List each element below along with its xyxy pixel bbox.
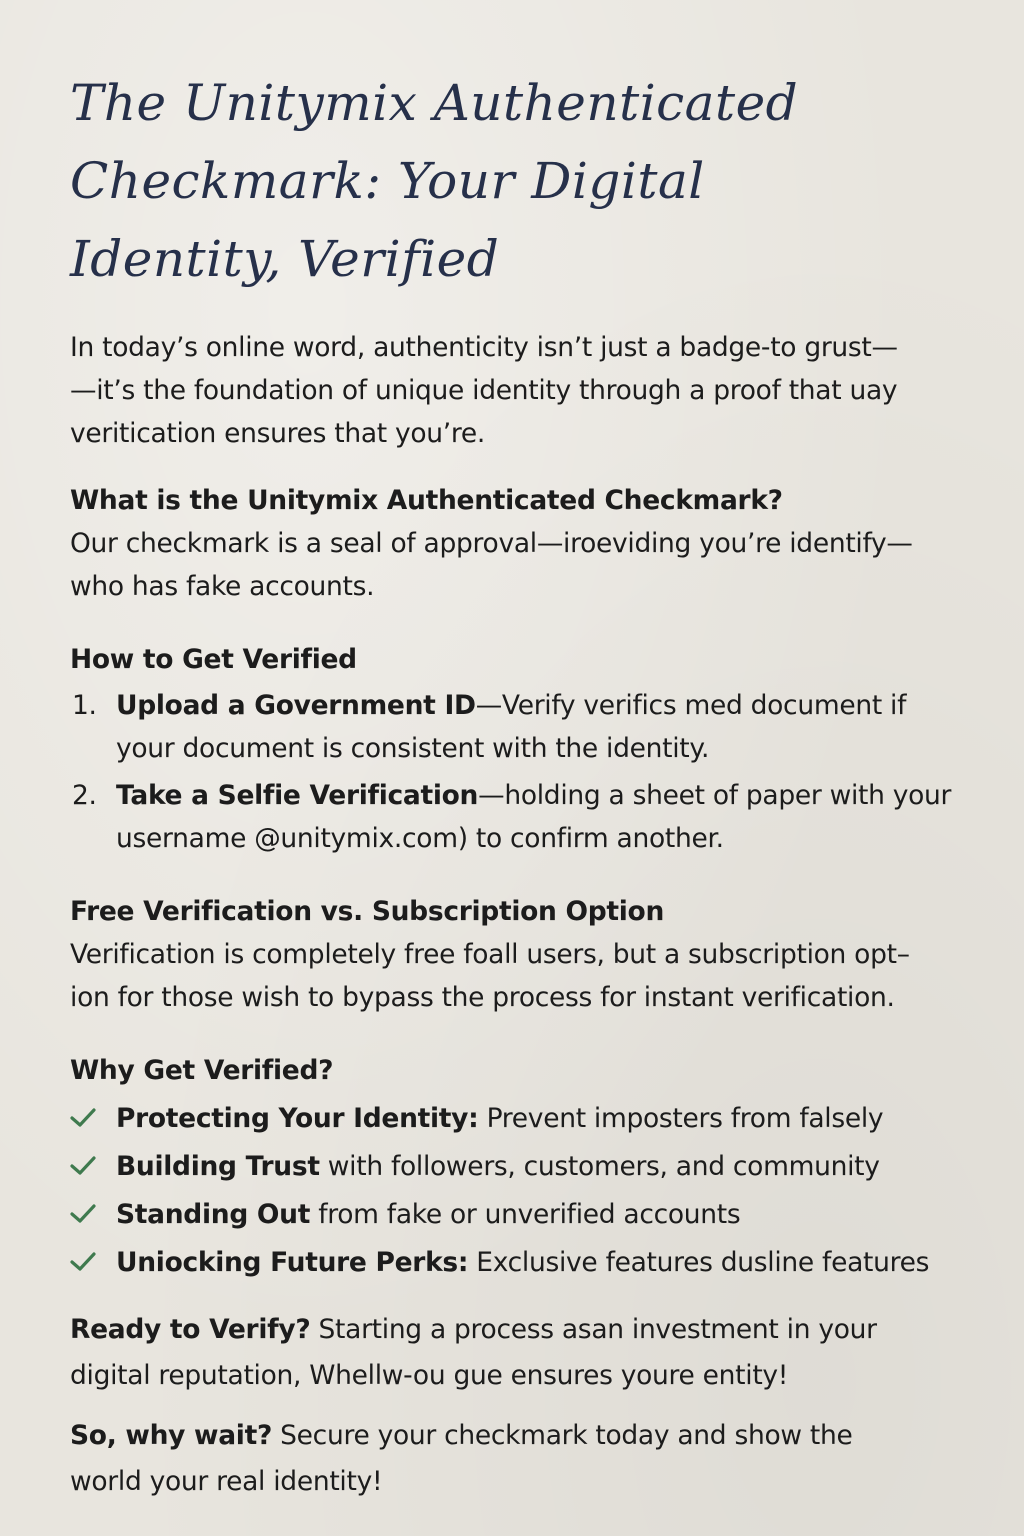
section-what-heading: What is the Unitymix Authenticated Checkmark? [70,485,783,516]
checkmark-icon [70,1107,96,1129]
closing-line-1: Secure your checkmark today and show the [272,1420,853,1451]
intro-line-3: veritication ensures that you’re. [70,418,486,449]
section-how-heading: How to Get Verified [70,644,357,675]
benefits-list [70,1095,960,1287]
free-line-2: ion for those wish to bypass the process for instant verification. [70,982,895,1013]
section-why [70,1049,960,1287]
step-title: Take a Selfie Verification [116,780,479,811]
article [70,64,960,1505]
section-free [70,890,960,1019]
section-how [70,638,960,860]
benefit-item [70,1143,960,1191]
checkmark-icon [70,1203,96,1225]
section-free-body [70,933,960,1019]
benefit-title: Building Trust [116,1151,320,1182]
step-item [70,684,960,770]
what-line-1: Our checkmark is a seal of approval—iroeviding you’re identify— [70,528,913,559]
closing-lead: So, why wait? [70,1420,273,1451]
title-line-2: Checkmark: Your Digital [70,152,705,210]
section-what-body [70,522,960,608]
checkmark-icon [70,1251,96,1273]
closing-paragraph [70,1413,960,1505]
ready-paragraph [70,1307,960,1399]
ready-lead: Ready to Verify? [70,1314,311,1345]
section-free-heading: Free Verification vs. Subscription Option [70,896,665,927]
title-line-3: Identity, Verified [70,230,500,288]
benefit-item [70,1191,960,1239]
benefit-title: Standing Out [116,1199,311,1230]
page-title [70,64,960,298]
closing-line-2: world your real identity! [70,1466,383,1497]
step-number: 2. [72,780,97,811]
step-title: Upload a Government ID [116,690,476,721]
benefit-title: Uniocking Future Perks: [116,1247,469,1278]
step-text-continued: your document is consistent with the identity. [116,733,710,764]
ready-line-1: Starting a process asan investment in your [310,1314,877,1345]
benefit-text: Exclusive features dusline features [468,1247,930,1278]
what-line-2: who has fake accounts. [70,571,375,602]
intro-paragraph [70,326,960,455]
title-line-1: The Unitymix Authenticated [70,74,799,132]
benefit-item [70,1239,960,1287]
steps-list [70,684,960,860]
intro-line-1: In today’s online word, authenticity isn’t just a badge-to grust— [70,332,898,363]
benefit-text: from fake or unverified accounts [310,1199,741,1230]
intro-line-2: —it’s the foundation of unique identity through a proof that uay [70,375,898,406]
section-why-heading: Why Get Verified? [70,1055,334,1086]
free-line-1: Verification is completely free foall users, but a subscription opt– [70,939,910,970]
ready-line-2: digital reputation, Whellw-ou gue ensures youre entity! [70,1360,789,1391]
step-text-continued: username @unitymix.com) to confirm another. [116,823,724,854]
step-text: —holding a sheet of paper with your [478,780,952,811]
section-what [70,479,960,608]
benefit-title: Protecting Your Identity: [116,1103,479,1134]
benefit-text: with followers, customers, and community [319,1151,880,1182]
benefit-item [70,1095,960,1143]
checkmark-icon [70,1155,96,1177]
benefit-text: Prevent imposters from falsely [478,1103,884,1134]
step-number: 1. [72,690,97,721]
step-text: —Verify verifics med document if [475,690,907,721]
step-item [70,774,960,860]
